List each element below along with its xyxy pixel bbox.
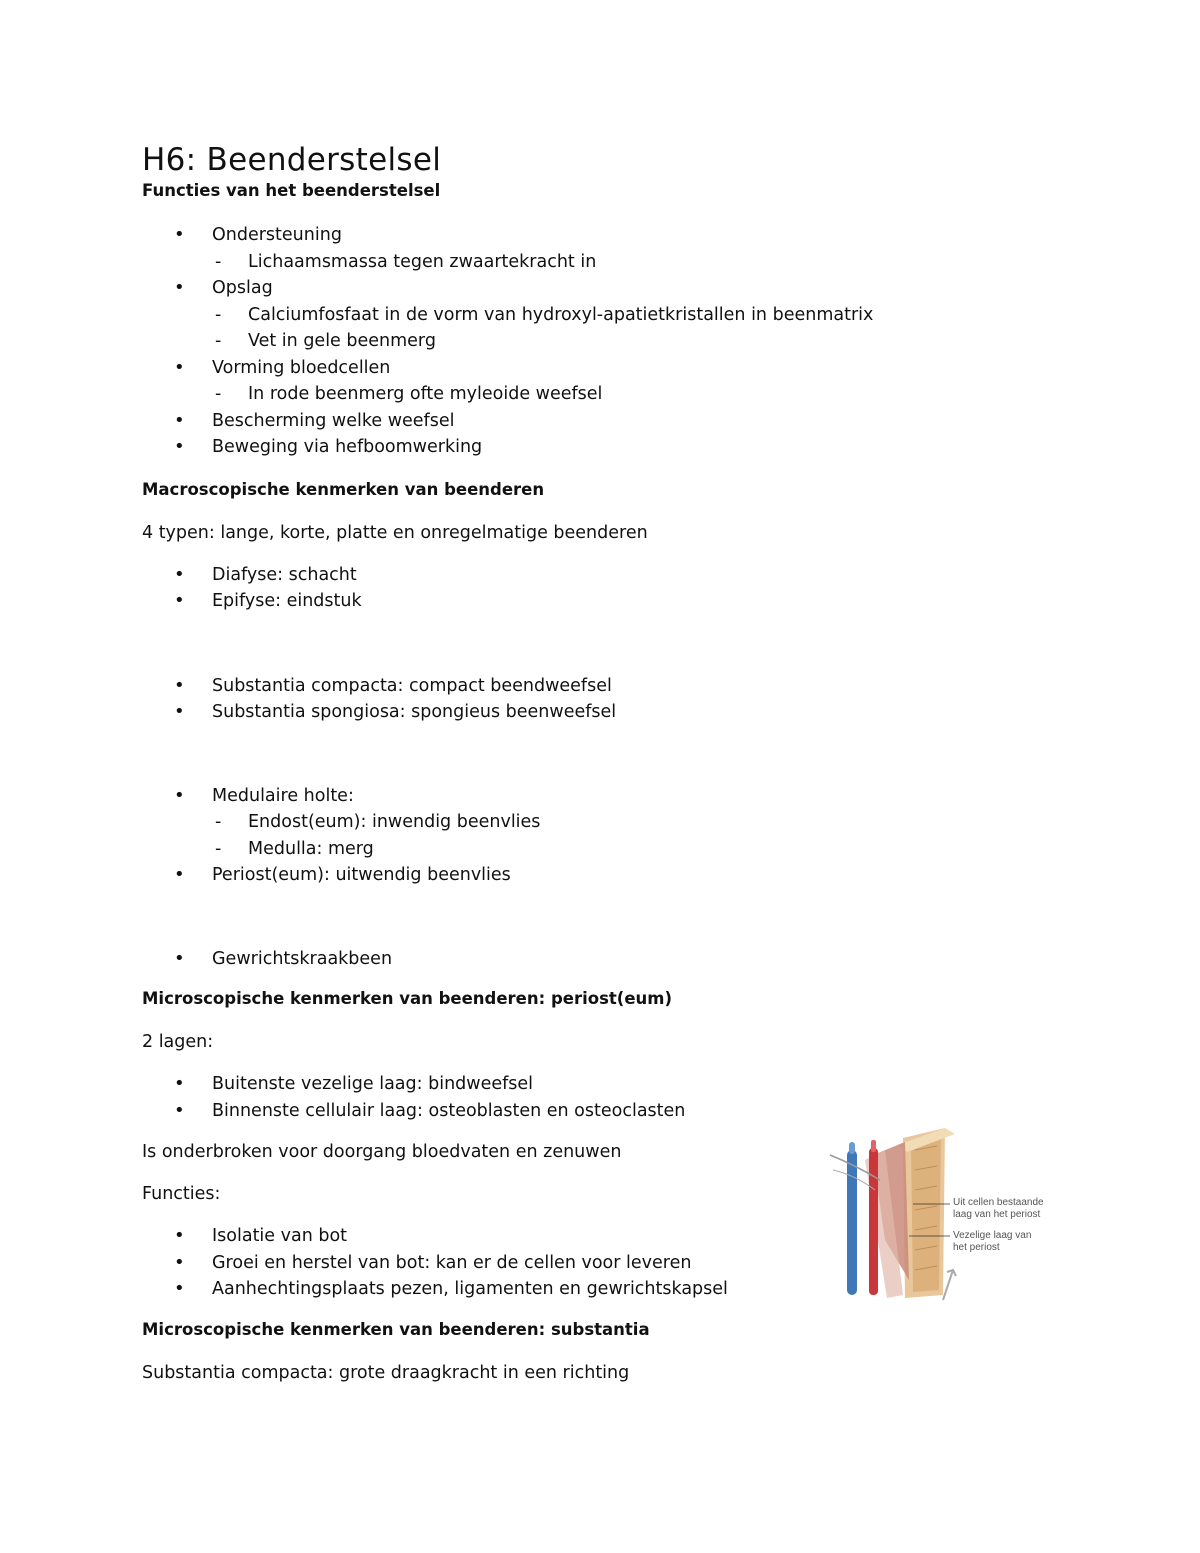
list-item: • Beweging via hefboomwerking — [142, 434, 1082, 461]
list-item: • Substantia compacta: compact beendweefsel — [142, 673, 1082, 700]
diafyse-list — [142, 562, 1082, 615]
list-item: • Medulaire holte: - Endost(eum): inwendig beenvlies - Medulla: merg — [142, 783, 1082, 863]
figure-label-cellulair-line1: Uit cellen bestaande — [953, 1197, 1044, 1208]
page-title: H6: Beenderstelsel — [142, 142, 442, 178]
lagen-text: 2 lagen: — [142, 1032, 214, 1052]
section-heading-periost: Microscopische kenmerken van beenderen: periost(eum) — [142, 989, 673, 1008]
sub-list-item: - Medulla: merg — [212, 836, 1082, 863]
section-heading-macroscopisch: Macroscopische kenmerken van beenderen — [142, 479, 545, 499]
functies-list — [142, 222, 1082, 461]
sub-list-item: - Calciumfosfaat in de vorm van hydroxyl-apatietkristallen in beenmatrix — [212, 302, 1082, 329]
gewricht-list — [142, 946, 1082, 973]
section-heading-functies: Functies van het beenderstelsel — [142, 181, 441, 200]
list-item: • Substantia spongiosa: spongieus beenweefsel — [142, 699, 1082, 726]
sub-list-item: - Endost(eum): inwendig beenvlies — [212, 809, 1082, 836]
list-item: • Bescherming welke weefsel — [142, 408, 1082, 435]
medulaire-list — [142, 783, 1082, 889]
section-heading-substantia: Microscopische kenmerken van beenderen: substantia — [142, 1319, 650, 1339]
functies-label: Functies: — [142, 1184, 221, 1204]
figure-label-vezelig-line2: het periost — [953, 1242, 1000, 1253]
list-item: • Binnenste cellulair laag: osteoblasten en osteoclasten — [142, 1098, 1082, 1125]
list-item: • Groei en herstel van bot: kan er de cellen voor leveren — [142, 1250, 1082, 1277]
sub-list-item: - In rode beenmerg ofte myleoide weefsel — [212, 381, 1082, 408]
list-item: • Ondersteuning - Lichaamsmassa tegen zwaartekracht in — [142, 222, 1082, 275]
list-item: • Epifyse: eindstuk — [142, 588, 1082, 615]
list-item: • Buitenste vezelige laag: bindweefsel — [142, 1071, 1082, 1098]
typen-text: 4 typen: lange, korte, platte en onregelmatige beenderen — [142, 522, 648, 543]
substantia-list — [142, 673, 1082, 726]
list-item: • Vorming bloedcellen - In rode beenmerg ofte myleoide weefsel — [142, 355, 1082, 408]
periost-illustration — [825, 1120, 1060, 1315]
substantia-text: Substantia compacta: grote draagkracht in een richting — [142, 1362, 630, 1383]
figure-label-vezelig-line1: Vezelige laag van — [953, 1230, 1032, 1241]
figure-label-cellulair-line2: laag van het periost — [953, 1209, 1041, 1220]
list-item: • Opslag - Calciumfosfaat in de vorm van hydroxyl-apatietkristallen in beenmatrix - Vet in gele beenmerg — [142, 275, 1082, 355]
sub-list-item: - Lichaamsmassa tegen zwaartekracht in — [212, 249, 1082, 276]
onderbroken-text: Is onderbroken voor doorgang bloedvaten en zenuwen — [142, 1142, 622, 1162]
list-item: • Gewrichtskraakbeen — [142, 946, 1082, 973]
lagen-list — [142, 1071, 1082, 1124]
list-item: • Isolatie van bot — [142, 1223, 1082, 1250]
list-item: • Periost(eum): uitwendig beenvlies — [142, 862, 1082, 889]
list-item: • Aanhechtingsplaats pezen, ligamenten en gewrichtskapsel — [142, 1276, 1082, 1303]
list-item: • Diafyse: schacht — [142, 562, 1082, 589]
sub-list-item: - Vet in gele beenmerg — [212, 328, 1082, 355]
